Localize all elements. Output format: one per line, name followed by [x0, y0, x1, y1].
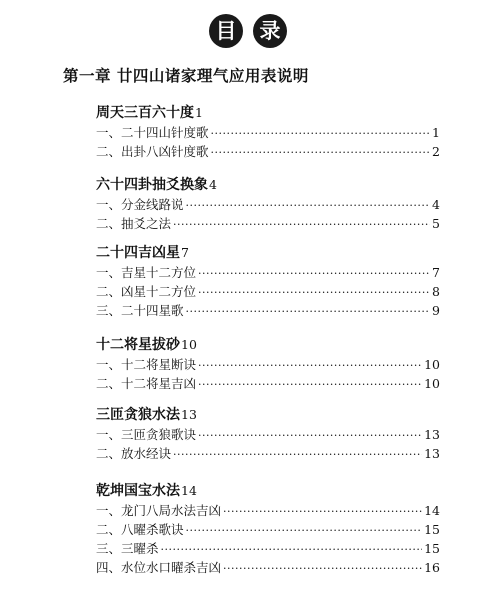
toc-entry[interactable]: [96, 282, 440, 301]
toc-entry[interactable]: [96, 263, 440, 282]
dot-leader: [173, 215, 430, 234]
section-page-number: 1: [195, 105, 203, 120]
entry-title: 水位水口曜杀吉凶: [121, 560, 222, 575]
dot-leader: [223, 502, 422, 521]
dot-leader: [173, 445, 422, 464]
toc-entry[interactable]: [96, 501, 440, 520]
section-heading-text: 二十四吉凶星: [96, 245, 180, 261]
dot-leader: [223, 559, 422, 578]
entry-title: 分金线路说: [121, 197, 184, 212]
section-page-number: 4: [209, 177, 217, 192]
entry-number: 一、: [96, 265, 122, 280]
entry-page-number: 16: [424, 560, 440, 575]
entry-page-number: 9: [432, 303, 440, 318]
entry-page-number: 5: [432, 216, 440, 231]
dot-leader: [186, 521, 423, 540]
dot-leader: [211, 124, 431, 143]
dot-leader: [161, 540, 423, 559]
entry-number: 二、: [96, 284, 122, 299]
entry-number: 一、: [96, 197, 122, 212]
dot-leader: [186, 196, 431, 215]
entry-page-number: 14: [424, 503, 440, 518]
entry-page-number: 4: [432, 197, 440, 212]
entry-title: 十二将星断诀: [121, 357, 197, 372]
section-page-number: 10: [181, 337, 197, 352]
section-page-number: 7: [181, 245, 189, 260]
dot-leader: [186, 302, 431, 321]
entry-number: 一、: [96, 427, 122, 442]
title-char-2: 录: [253, 14, 287, 48]
toc-entry[interactable]: [96, 142, 440, 161]
section-heading-text: 十二将星拔砂: [96, 337, 180, 353]
entry-number: 二、: [96, 446, 122, 461]
entry-title: 凶星十二方位: [121, 284, 197, 299]
entry-number: 一、: [96, 125, 122, 140]
entry-number: 三、: [96, 303, 122, 318]
entry-page-number: 7: [432, 265, 440, 280]
toc-entry[interactable]: [96, 355, 440, 374]
toc-entry[interactable]: [96, 374, 440, 393]
entry-title: 抽爻之法: [121, 216, 172, 231]
title-char-1: 目: [209, 14, 243, 48]
section-heading[interactable]: [96, 243, 440, 263]
entry-page-number: 2: [432, 144, 440, 159]
toc-section: [96, 103, 440, 161]
toc-section: [96, 243, 440, 320]
entry-title: 二十四星歌: [121, 303, 184, 318]
toc-entry[interactable]: [96, 195, 440, 214]
section-heading[interactable]: [96, 175, 440, 195]
entry-number: 二、: [96, 376, 122, 391]
entry-title: 三曜杀: [121, 541, 159, 556]
entry-number: 一、: [96, 357, 122, 372]
toc-title: [0, 14, 496, 48]
entry-number: 二、: [96, 216, 122, 231]
toc-entry[interactable]: [96, 425, 440, 444]
section-heading[interactable]: [96, 481, 440, 501]
section-heading[interactable]: [96, 103, 440, 123]
entry-title: 放水经诀: [121, 446, 172, 461]
entry-page-number: 8: [432, 284, 440, 299]
section-heading-text: 周天三百六十度: [96, 105, 194, 121]
section-heading[interactable]: [96, 405, 440, 425]
toc-entry[interactable]: [96, 214, 440, 233]
toc-entry[interactable]: [96, 520, 440, 539]
entry-page-number: 10: [424, 357, 440, 372]
entry-number: 一、: [96, 503, 122, 518]
entry-number: 二、: [96, 144, 122, 159]
entry-title: 龙门八局水法吉凶: [121, 503, 222, 518]
entry-page-number: 1: [432, 125, 440, 140]
dot-leader: [198, 426, 422, 445]
toc-entry[interactable]: [96, 123, 440, 142]
toc-section: [96, 405, 440, 463]
entry-title: 吉星十二方位: [121, 265, 197, 280]
toc-section: [96, 175, 440, 233]
chapter-title: 第一章 廿四山诸家理气应用表说明: [63, 67, 309, 85]
section-page-number: 13: [181, 407, 197, 422]
entry-title: 十二将星吉凶: [121, 376, 197, 391]
entry-number: 三、: [96, 541, 122, 556]
entry-page-number: 15: [424, 522, 440, 537]
dot-leader: [211, 143, 431, 162]
entry-title: 出卦八凶针度歌: [121, 144, 209, 159]
section-page-number: 14: [181, 483, 197, 498]
toc-entry[interactable]: [96, 558, 440, 577]
section-heading-text: 六十四卦抽爻换象: [96, 177, 208, 193]
toc-entry[interactable]: [96, 444, 440, 463]
entry-number: 二、: [96, 522, 122, 537]
entry-page-number: 13: [424, 446, 440, 461]
toc-entry[interactable]: [96, 301, 440, 320]
toc-section: [96, 481, 440, 577]
entry-title: 二十四山针度歌: [121, 125, 209, 140]
entry-page-number: 10: [424, 376, 440, 391]
toc-section: [96, 335, 440, 393]
dot-leader: [198, 375, 422, 394]
entry-title: 三匝贪狼歌诀: [121, 427, 197, 442]
entry-page-number: 13: [424, 427, 440, 442]
dot-leader: [198, 283, 430, 302]
section-heading[interactable]: [96, 335, 440, 355]
dot-leader: [198, 356, 422, 375]
entry-page-number: 15: [424, 541, 440, 556]
dot-leader: [198, 264, 430, 283]
section-heading-text: 三匝贪狼水法: [96, 407, 180, 423]
section-heading-text: 乾坤国宝水法: [96, 483, 180, 499]
entry-title: 八曜杀歌诀: [121, 522, 184, 537]
toc-entry[interactable]: [96, 539, 440, 558]
entry-number: 四、: [96, 560, 122, 575]
